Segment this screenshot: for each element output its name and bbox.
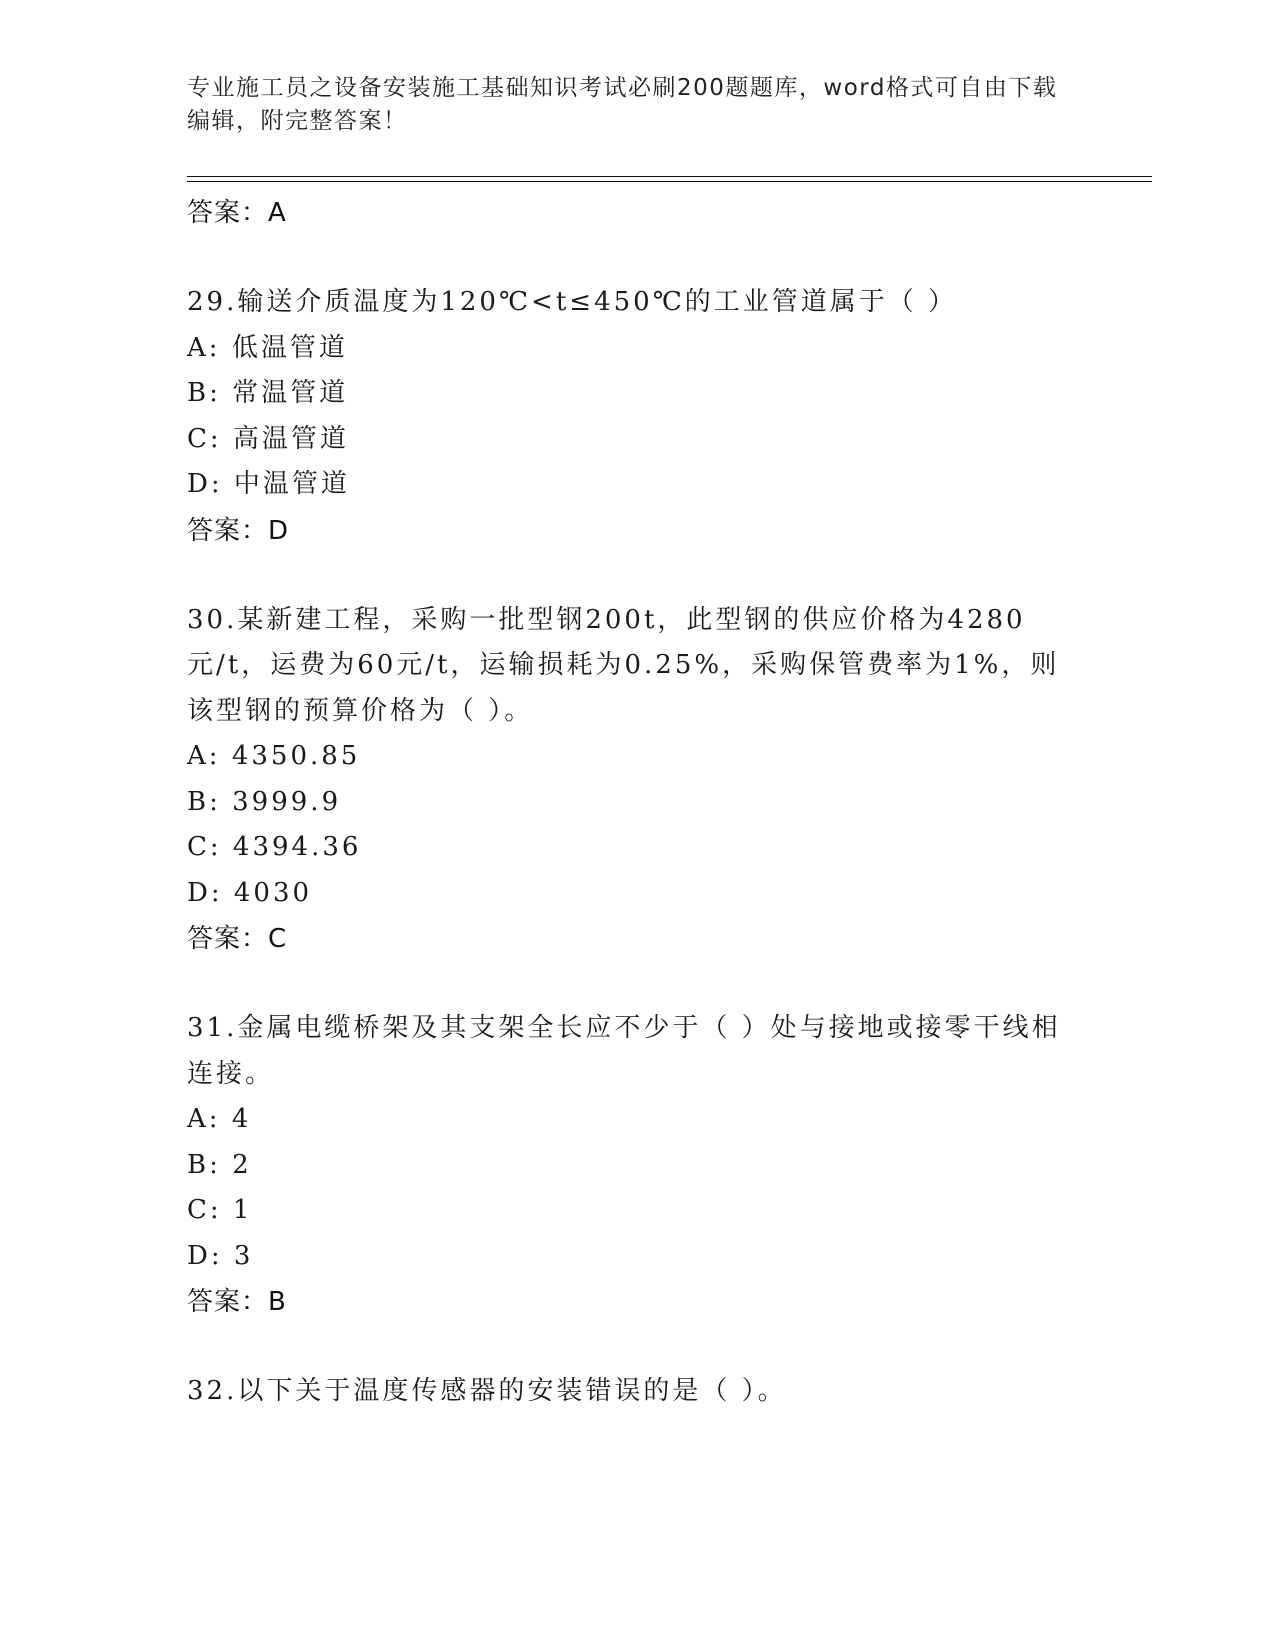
option-text: 1 xyxy=(232,1195,253,1225)
header-rule-bottom xyxy=(187,181,1152,182)
question-stem: 29.输送介质温度为120℃<t≤450℃的工业管道属于（ ） xyxy=(187,287,958,317)
option-text: 4350.85 xyxy=(231,741,361,771)
header-rule-top xyxy=(187,176,1152,177)
option-b xyxy=(187,1143,1087,1189)
page-header-title: 专业施工员之设备安装施工基础知识考试必刷200题题库，word格式可自由下载编辑，附完整答案！ xyxy=(187,75,1058,134)
answer-line: 答案：A xyxy=(187,198,287,228)
spacer xyxy=(187,554,1087,598)
answer-line: 答案：B xyxy=(187,1287,287,1317)
option-letter: D: xyxy=(187,1240,223,1271)
question-block xyxy=(187,1369,1087,1415)
answer-line: 答案：C xyxy=(187,924,288,954)
option-text: 低温管道 xyxy=(231,332,348,363)
option-letter: A: xyxy=(187,332,221,363)
option-c xyxy=(187,417,1087,463)
option-text: 中温管道 xyxy=(233,469,350,499)
question-stem: 30.某新建工程，采购一批型钢200t，此型钢的供应价格为4280元/t，运费为60元/t，运输损耗为0.25%，采购保管费率为1%，则该型钢的预算价格为（ ）。 xyxy=(187,604,1060,726)
option-text: 4 xyxy=(231,1104,252,1134)
option-text: 常温管道 xyxy=(232,378,349,408)
option-a xyxy=(187,1097,1087,1143)
option-letter: D: xyxy=(187,469,223,499)
option-letter: D: xyxy=(187,877,223,908)
question-stem: 32.以下关于温度传感器的安装错误的是（ ）。 xyxy=(187,1376,787,1406)
spacer xyxy=(187,962,1087,1006)
option-text: 高温管道 xyxy=(232,423,349,454)
option-text: 2 xyxy=(232,1149,252,1180)
option-letter: C: xyxy=(187,832,222,862)
option-d xyxy=(187,462,1087,508)
option-c xyxy=(187,825,1087,871)
option-letter: B: xyxy=(187,1149,221,1180)
option-letter: A: xyxy=(187,741,221,771)
question-stem: 31.金属电缆桥架及其支架全长应不少于（ ）处与接地或接零干线相连接。 xyxy=(187,1013,1061,1089)
spacer xyxy=(187,236,1087,280)
option-text: 4030 xyxy=(233,877,313,908)
option-letter: C: xyxy=(187,423,222,454)
spacer xyxy=(187,1325,1087,1369)
option-letter: B: xyxy=(187,786,221,817)
question-block xyxy=(187,1006,1087,1325)
option-text: 3 xyxy=(233,1240,254,1271)
answer-line: 答案：D xyxy=(187,515,290,546)
option-d xyxy=(187,871,1087,917)
option-letter: A: xyxy=(187,1104,221,1134)
option-b xyxy=(187,371,1087,417)
option-text: 4394.36 xyxy=(232,832,362,862)
option-letter: C: xyxy=(187,1195,222,1225)
option-a xyxy=(187,326,1087,372)
option-a xyxy=(187,734,1087,780)
option-d xyxy=(187,1234,1087,1280)
question-block xyxy=(187,598,1087,963)
option-c xyxy=(187,1188,1087,1234)
option-text: 3999.9 xyxy=(232,786,342,817)
question-list xyxy=(187,190,1087,1415)
option-b xyxy=(187,780,1087,826)
question-block xyxy=(187,280,1087,554)
option-letter: B: xyxy=(187,378,221,408)
